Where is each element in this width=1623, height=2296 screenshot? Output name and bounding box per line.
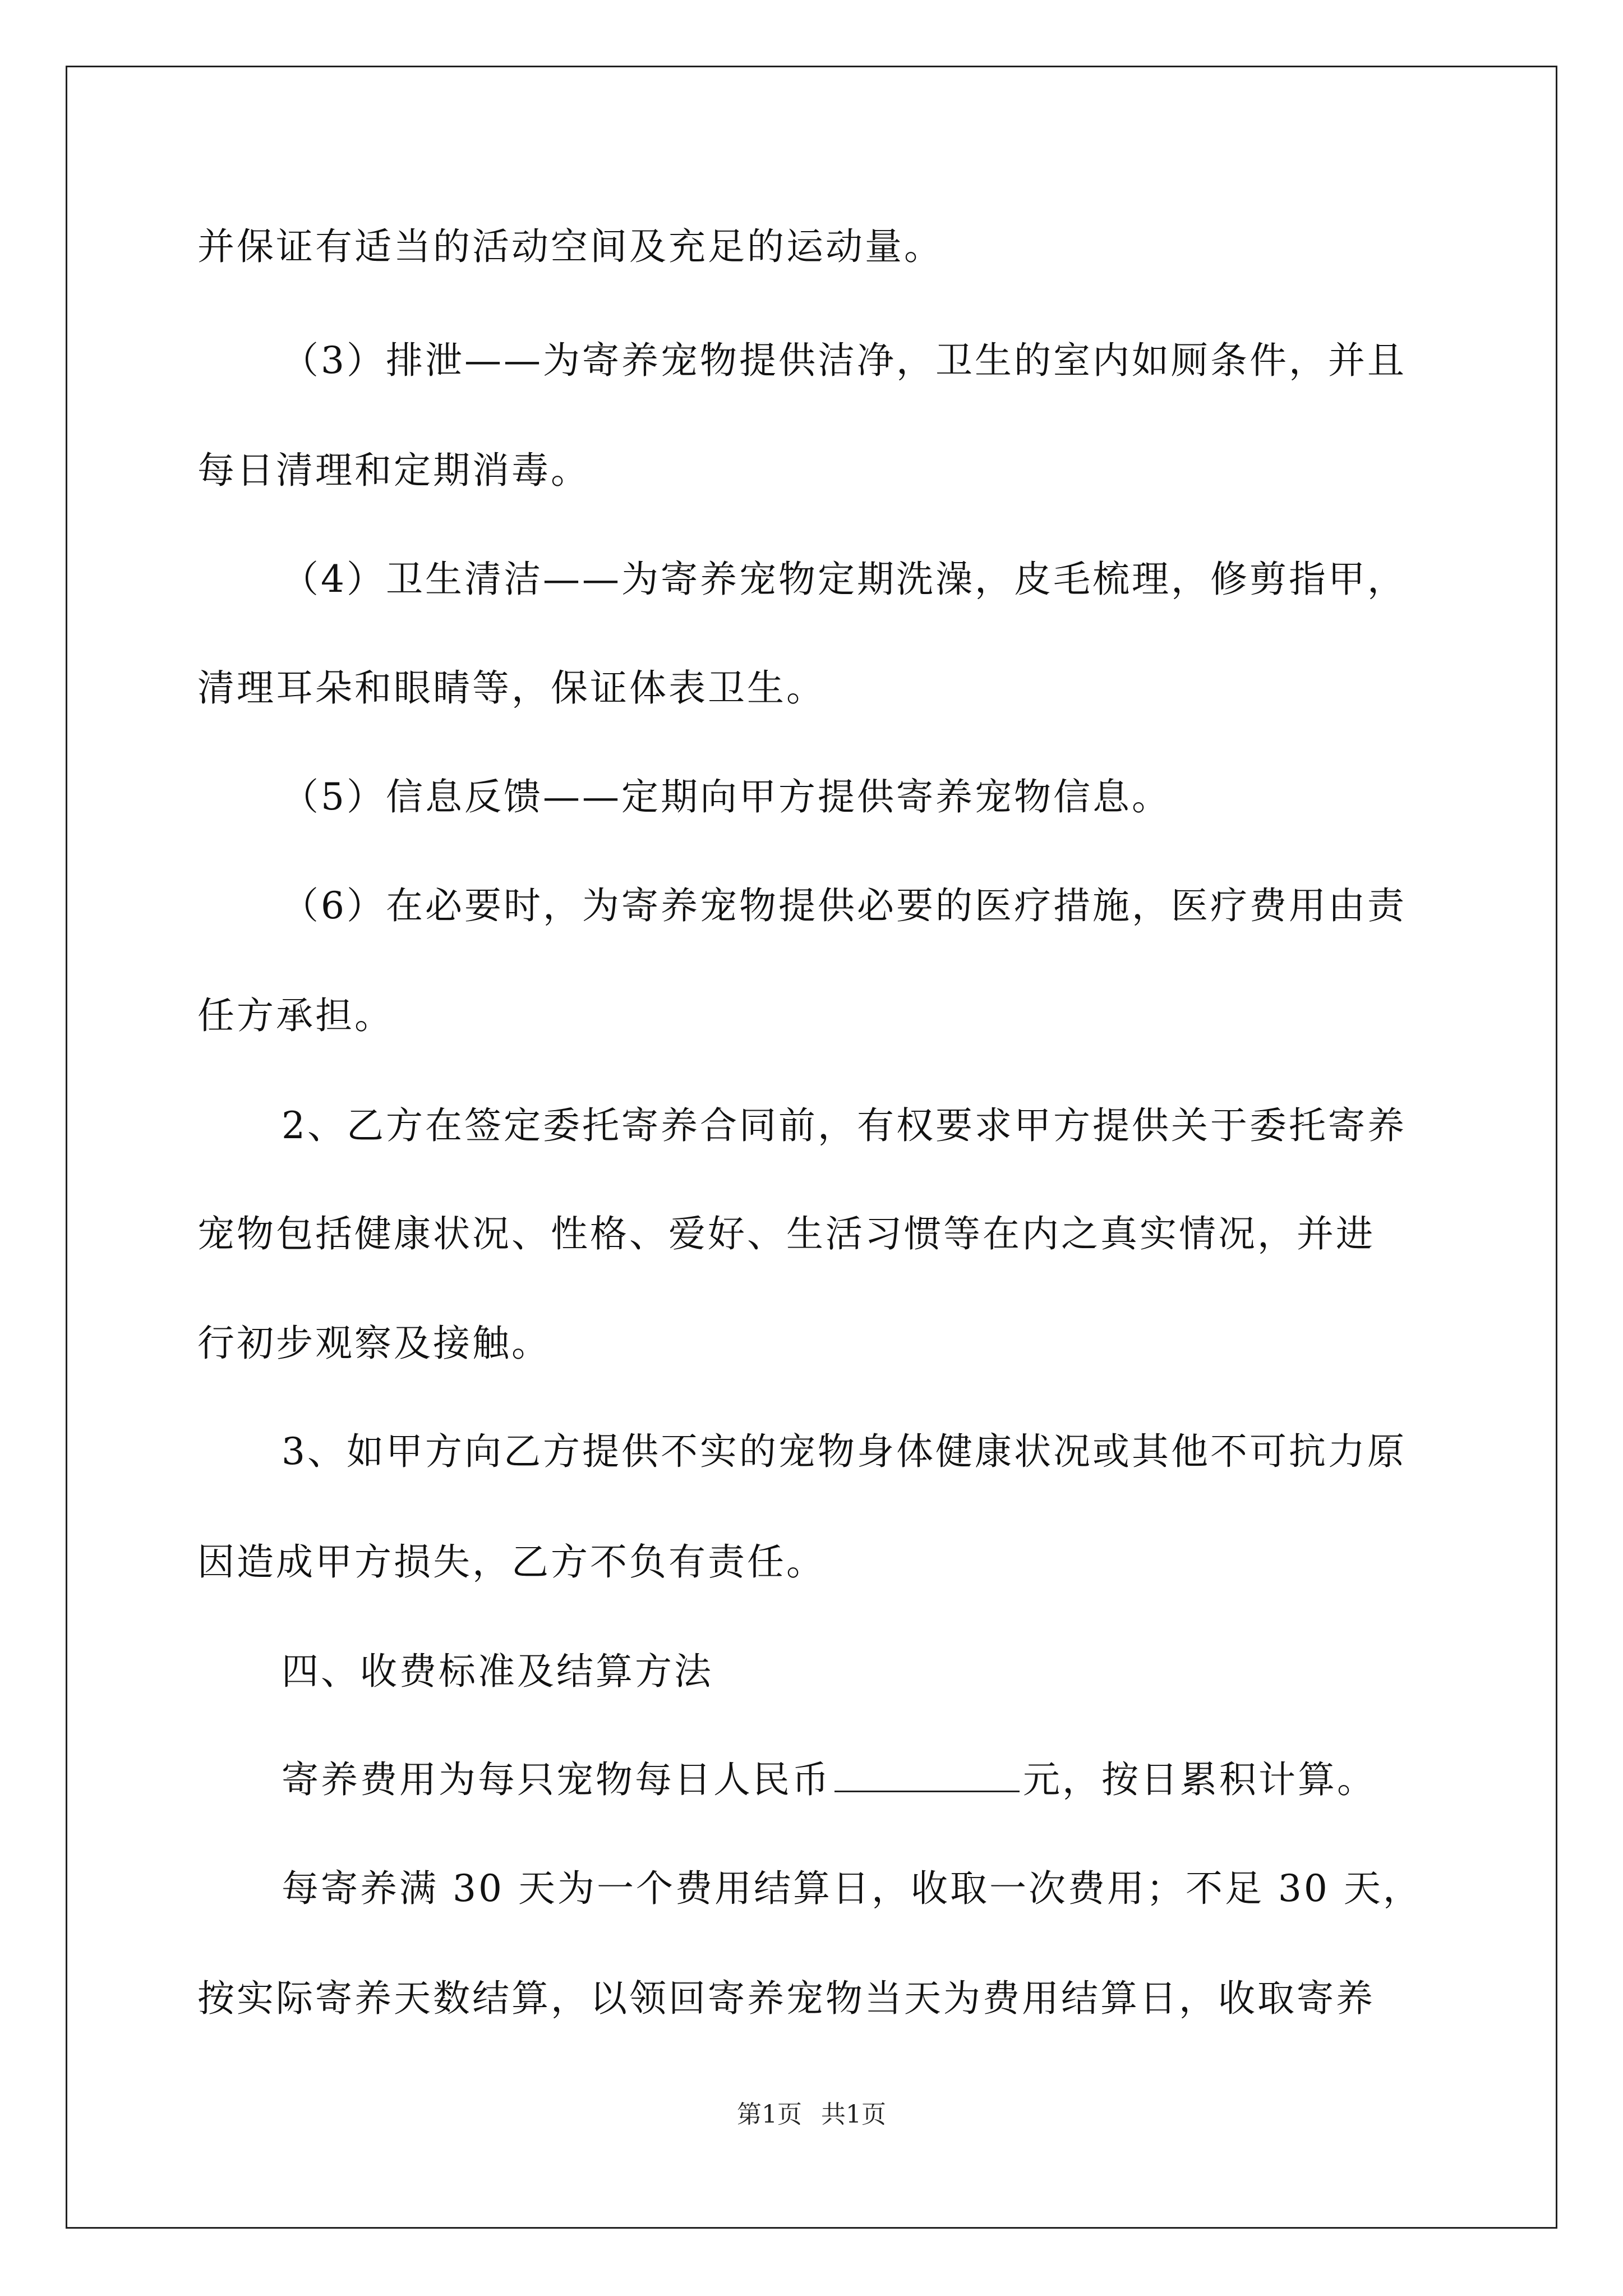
paragraph-line: 行初步观察及接触。	[197, 1322, 551, 1365]
paragraph-line: 宠物包括健康状况、性格、爱好、生活习惯等在内之真实情况，并进	[197, 1212, 1375, 1255]
paragraph-line: 按实际寄养天数结算，以领回寄养宠物当天为费用结算日，收取寄养	[197, 1977, 1375, 2020]
page-number: 第1页	[737, 2100, 802, 2129]
fee-amount-blank	[834, 1757, 1020, 1792]
paragraph-line: （3）排泄——为寄养宠物提供洁净，卫生的室内如厕条件，并且	[282, 339, 1407, 382]
page-footer	[0, 2098, 1623, 2132]
paragraph-line: （6）在必要时，为寄养宠物提供必要的医疗措施，医疗费用由责	[282, 884, 1407, 927]
paragraph-line: 因造成甲方损失，乙方不负有责任。	[197, 1540, 826, 1584]
paragraph-line: 2、乙方在签定委托寄养合同前，有权要求甲方提供关于委托寄养	[282, 1104, 1407, 1147]
fee-text-before: 寄养费用为每只宠物每日人民币	[282, 1758, 831, 1801]
paragraph-line: 3、如甲方向乙方提供不实的宠物身体健康状况或其他不可抗力原	[282, 1430, 1407, 1473]
page-total: 共1页	[821, 2100, 886, 2129]
paragraph-line: （4）卫生清洁——为寄养宠物定期洗澡，皮毛梳理，修剪指甲，	[282, 558, 1407, 601]
section-heading: 四、收费标准及结算方法	[282, 1650, 713, 1693]
paragraph-line: 并保证有适当的活动空间及充足的运动量。	[197, 225, 943, 268]
paragraph-line: 清理耳朵和眼睛等，保证体表卫生。	[197, 666, 826, 710]
fee-text-after: 元，按日累积计算。	[1023, 1758, 1376, 1801]
paragraph-line: （5）信息反馈——定期向甲方提供寄养宠物信息。	[282, 775, 1171, 818]
fee-line	[282, 1755, 1376, 1805]
paragraph-line: 任方承担。	[197, 994, 394, 1037]
paragraph-line: 每日清理和定期消毒。	[197, 449, 590, 492]
paragraph-line: 每寄养满 30 天为一个费用结算日，收取一次费用；不足 30 天，	[282, 1867, 1422, 1910]
